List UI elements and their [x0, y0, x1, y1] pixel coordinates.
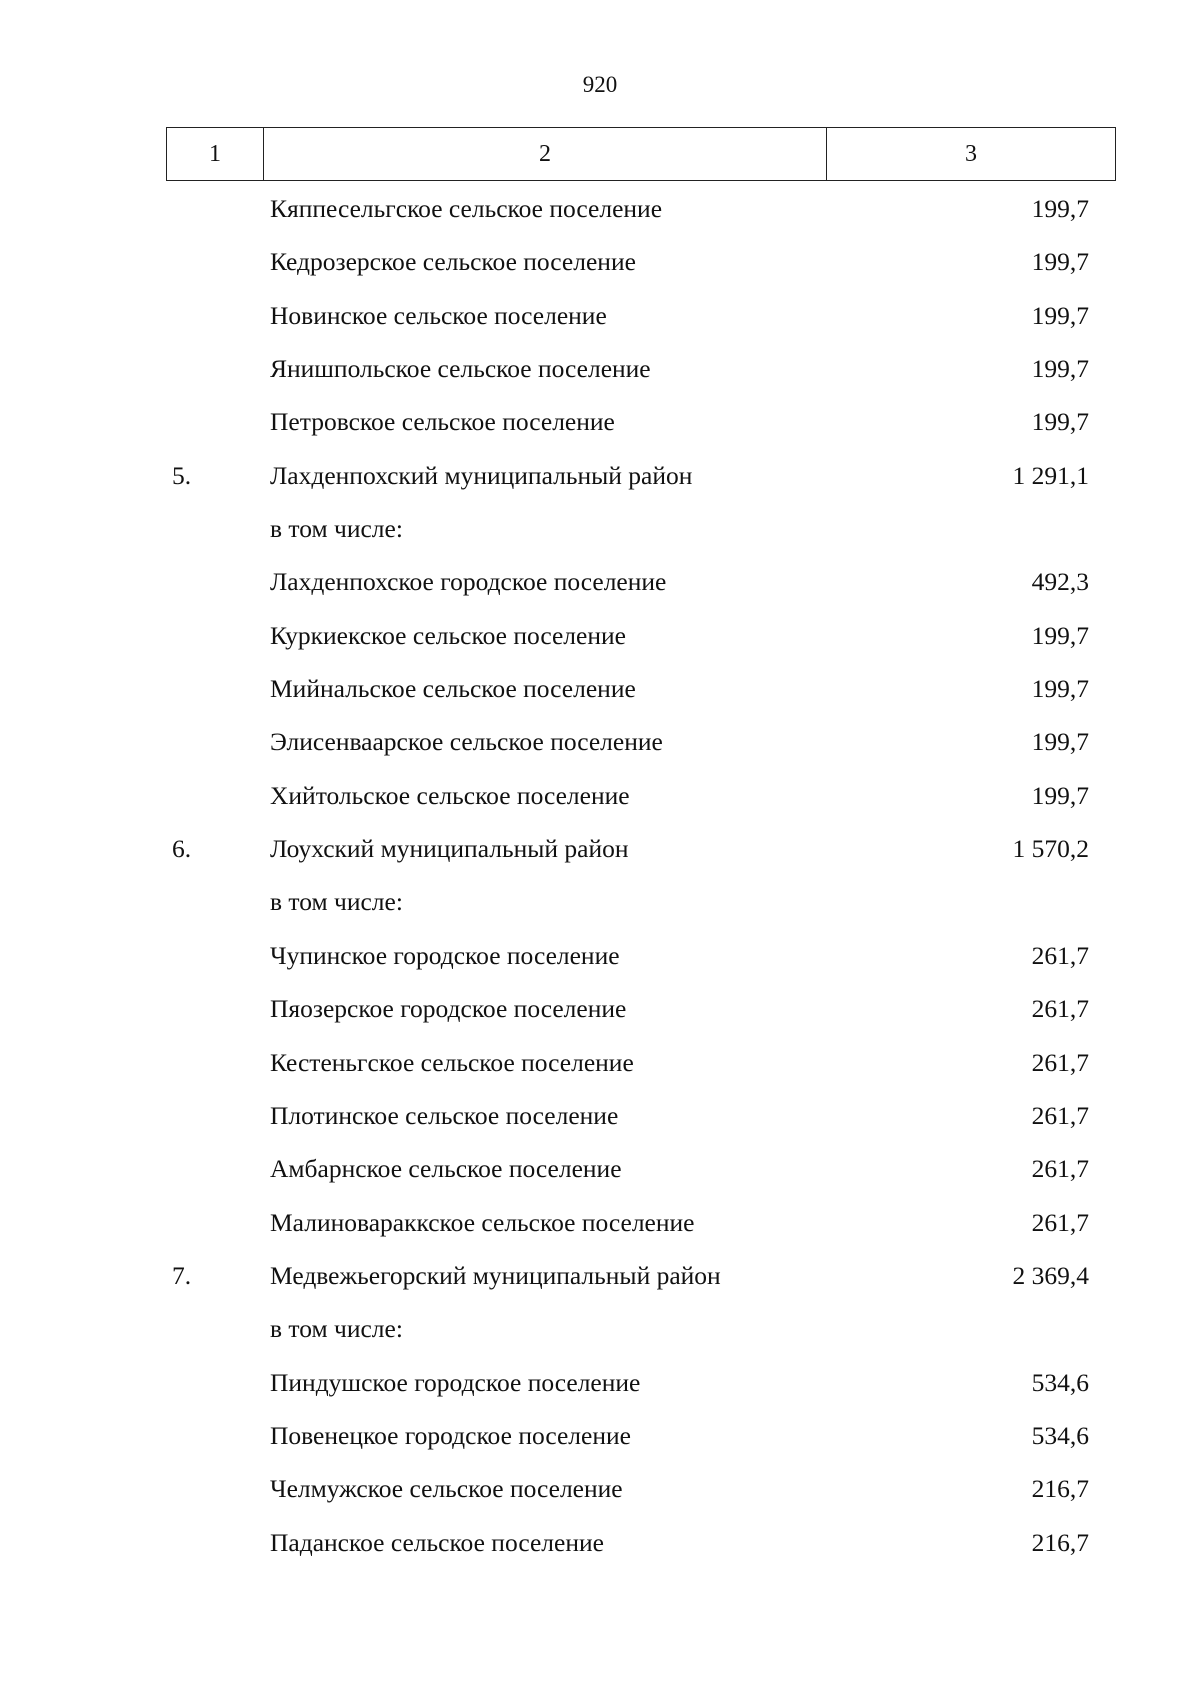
row-name: в том числе:: [270, 514, 403, 544]
row-name: Малиновараккское сельское поселение: [270, 1207, 695, 1237]
row-value: 1 570,2: [1012, 834, 1089, 864]
table-column-header: [166, 127, 1116, 181]
row-name: Элисенваарское сельское поселение: [270, 727, 663, 757]
row-name: Пяозерское городское поселение: [270, 994, 627, 1024]
table-row: [166, 502, 1116, 555]
row-value: 261,7: [1031, 1154, 1089, 1184]
row-name: Лахденпохское городское поселение: [270, 567, 667, 597]
table-row: [166, 929, 1116, 982]
row-name: Новинское сельское поселение: [270, 300, 607, 330]
table-row: [166, 822, 1116, 875]
row-name: Кяппесельгское сельское поселение: [270, 194, 663, 223]
row-number: 7.: [172, 1260, 192, 1290]
row-name: в том числе:: [270, 887, 403, 917]
row-name: Пиндушское городское поселение: [270, 1367, 641, 1397]
table-row: [166, 1462, 1116, 1515]
page-number: 920: [582, 72, 618, 97]
row-value: 2 369,4: [1012, 1260, 1089, 1290]
row-name: Лоухский муниципальный район: [270, 834, 629, 864]
row-name: Паданское сельское поселение: [270, 1527, 604, 1557]
row-name: Куркиекское сельское поселение: [270, 620, 626, 650]
table-row: [166, 1036, 1116, 1089]
row-name: Повенецкое городское поселение: [270, 1420, 631, 1450]
row-value: 199,7: [1031, 300, 1089, 330]
row-value: 261,7: [1031, 1100, 1089, 1130]
column-header-2: 2: [264, 128, 827, 180]
row-name: Лахденпохский муниципальный район: [270, 460, 693, 490]
row-name: Челмужское сельское поселение: [270, 1474, 623, 1504]
table-row: [166, 1516, 1116, 1569]
row-number: 5.: [172, 460, 192, 490]
table-row: [166, 875, 1116, 928]
row-value: 199,7: [1031, 727, 1089, 757]
table-row: [166, 395, 1116, 448]
row-name: Хийтольское сельское поселение: [270, 780, 630, 810]
table-row: [166, 449, 1116, 502]
table-row: [166, 1249, 1116, 1302]
row-value: 534,6: [1031, 1367, 1089, 1397]
table-row: [166, 1089, 1116, 1142]
row-value: 199,7: [1031, 674, 1089, 704]
table-row: [166, 769, 1116, 822]
row-value: 492,3: [1031, 567, 1089, 597]
table-body: [166, 182, 1116, 1569]
row-value: 216,7: [1031, 1474, 1089, 1504]
table-row: [166, 982, 1116, 1035]
table-row: [166, 342, 1116, 395]
row-value: 199,7: [1031, 354, 1089, 384]
row-value: 261,7: [1031, 1207, 1089, 1237]
table-row: [166, 1142, 1116, 1195]
row-name: Амбарнское сельское поселение: [270, 1154, 622, 1184]
row-name: Кестеньгское сельское поселение: [270, 1047, 634, 1077]
table-row: [166, 1356, 1116, 1409]
table-row: [166, 555, 1116, 608]
table-row: [166, 289, 1116, 342]
row-name: Петровское сельское поселение: [270, 407, 615, 437]
table-row: [166, 662, 1116, 715]
column-header-3: 3: [965, 140, 977, 167]
row-value: 1 291,1: [1012, 460, 1089, 490]
row-name: Мийнальское сельское поселение: [270, 674, 636, 704]
table-row: [166, 235, 1116, 288]
table-row: [166, 182, 1116, 235]
column-header-1: 1: [167, 128, 264, 180]
row-value: 261,7: [1031, 994, 1089, 1024]
row-value: 199,7: [1031, 247, 1089, 277]
row-name: в том числе:: [270, 1314, 403, 1344]
table-row: [166, 1302, 1116, 1355]
row-value: 534,6: [1031, 1420, 1089, 1450]
row-value: 261,7: [1031, 1047, 1089, 1077]
row-value: 261,7: [1031, 940, 1089, 970]
table-row: [166, 1409, 1116, 1462]
row-value: 199,7: [1031, 780, 1089, 810]
row-number: 6.: [172, 834, 192, 864]
row-value: 199,7: [1031, 620, 1089, 650]
row-name: Кедрозерское сельское поселение: [270, 247, 636, 277]
row-value: 216,7: [1031, 1527, 1089, 1557]
row-name: Янишпольское сельское поселение: [270, 354, 651, 384]
row-name: Медвежьегорский муниципальный район: [270, 1260, 721, 1290]
row-name: Плотинское сельское поселение: [270, 1100, 619, 1130]
row-value: 199,7: [1031, 194, 1089, 223]
row-value: 199,7: [1031, 407, 1089, 437]
table-row: [166, 1196, 1116, 1249]
table-row: [166, 715, 1116, 768]
table-row: [166, 609, 1116, 662]
row-name: Чупинское городское поселение: [270, 940, 620, 970]
